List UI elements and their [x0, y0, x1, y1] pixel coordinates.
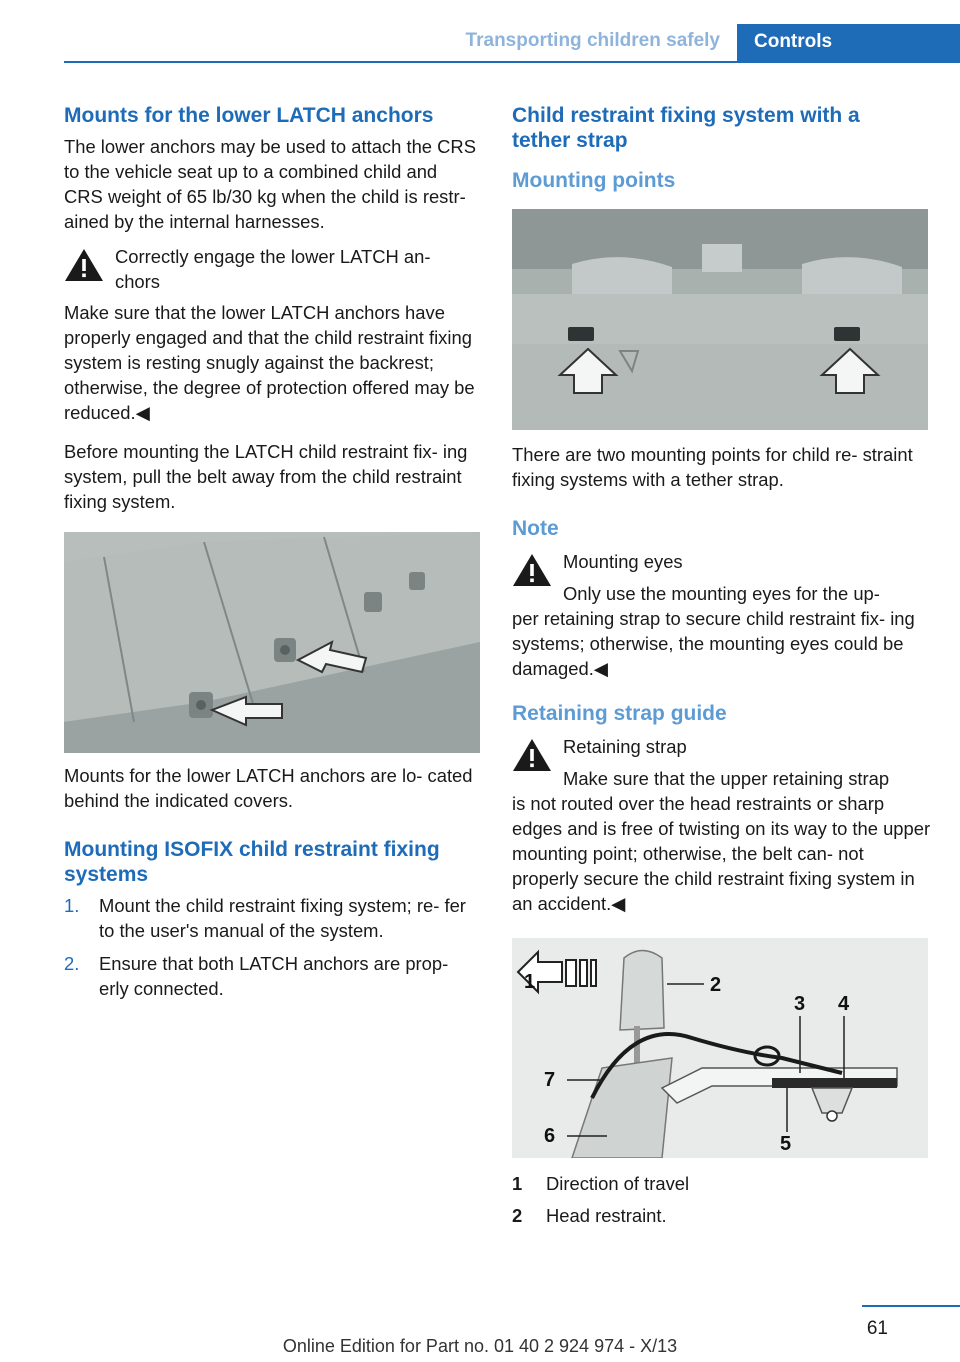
warning-text: per retaining strap to secure child restraint fix- ing systems; otherwise, the mounting eyes could be damaged.◀ — [512, 608, 915, 679]
seat-latch-photo — [64, 532, 480, 753]
diagram-label-6: 6 — [544, 1125, 556, 1147]
list-item — [64, 893, 480, 943]
heading-retaining-strap-guide: Retaining strap guide — [512, 702, 727, 725]
warning-mounting-eyes — [512, 549, 932, 606]
warning-title: Retaining strap — [563, 736, 687, 757]
warning-triangle-icon — [512, 553, 552, 587]
left-column — [64, 103, 480, 1001]
warning-triangle-icon — [64, 248, 104, 282]
heading-note: Note — [512, 517, 559, 540]
heading-lower-latch-mounts: Mounts for the lower LATCH anchors — [64, 104, 434, 127]
photo-caption-lower-mounts: Mounts for the lower LATCH anchors are lo- cated behind the indicated covers. — [64, 765, 473, 811]
legend-text: Head restraint. — [546, 1205, 667, 1226]
warning-text: Make sure that the lower LATCH anchors have properly engaged and that the child restraint fixing system is resting snugly against the backrest; otherwise, the degree of protection offered may be reduced.◀ — [64, 302, 475, 423]
diagram-label-5: 5 — [780, 1133, 792, 1155]
header-rule — [64, 61, 960, 63]
footer-edition-text: Online Edition for Part no. 01 40 2 924 974 - X/13 — [282, 1336, 678, 1356]
warning-text: is not routed over the head restraints or sharp edges and is free of twisting on its way to the upper mounting point; otherwise, the belt can- not properly secure the child restraint fixing system in an accident.◀ — [512, 793, 931, 914]
paragraph-two-mounting-points: There are two mounting points for child re- straint fixing systems with a tether strap. — [512, 444, 913, 490]
diagram-label-4: 4 — [838, 993, 850, 1015]
step-text: Ensure that both LATCH anchors are prop- erly connected. — [99, 953, 449, 999]
footer-rule — [862, 1305, 960, 1307]
warning-text: Only use the mounting eyes for the up- — [563, 583, 880, 604]
rear-shelf-mounting-points-photo — [512, 209, 928, 430]
list-item — [512, 1203, 932, 1235]
legend-text: Direction of travel — [546, 1173, 690, 1194]
warning-triangle-icon — [512, 738, 552, 772]
diagram-legend — [512, 1171, 932, 1235]
paragraph-lower-anchors: The lower anchors may be used to attach the CRS to the vehicle seat up to a combined child and CRS weight of 65 lb/30 kg when the child is restr- ained by the internal harnesses. — [64, 136, 476, 232]
diagram-label-2: 2 — [710, 974, 722, 996]
diagram-label-3: 3 — [794, 993, 806, 1015]
step-number: 2. — [64, 953, 80, 974]
legend-key: 2 — [512, 1205, 523, 1226]
warning-retaining-strap — [512, 734, 932, 791]
warning-title: Correctly engage the lower LATCH an- chors — [115, 246, 431, 292]
warning-engage-latch — [64, 244, 480, 294]
right-column — [512, 103, 932, 1235]
step-number: 1. — [64, 895, 80, 916]
warning-text: Make sure that the upper retaining strap — [563, 768, 890, 789]
warning-title: Mounting eyes — [563, 551, 683, 572]
list-item — [512, 1171, 932, 1203]
paragraph-before-mounting: Before mounting the LATCH child restraint fix- ing system, pull the belt away from the child restraint fixing system. — [64, 441, 468, 512]
heading-mounting-points: Mounting points — [512, 169, 676, 192]
retaining-strap-diagram — [512, 938, 928, 1158]
isofix-steps-list — [64, 893, 480, 1001]
diagram-label-1: 1 — [524, 971, 536, 993]
header-chapter-tab[interactable]: Controls — [737, 24, 960, 62]
header-section-title: Transporting children safely — [465, 30, 720, 51]
diagram-label-7: 7 — [544, 1069, 556, 1091]
page-number: 61 — [866, 1318, 888, 1339]
heading-mounting-isofix: Mounting ISOFIX child restraint fixing systems — [64, 838, 440, 886]
list-item — [64, 951, 480, 1001]
step-text: Mount the child restraint fixing system; re- fer to the user's manual of the system. — [99, 895, 466, 941]
heading-tether-strap: Child restraint fixing system with a tether strap — [512, 104, 860, 152]
legend-key: 1 — [512, 1173, 523, 1194]
